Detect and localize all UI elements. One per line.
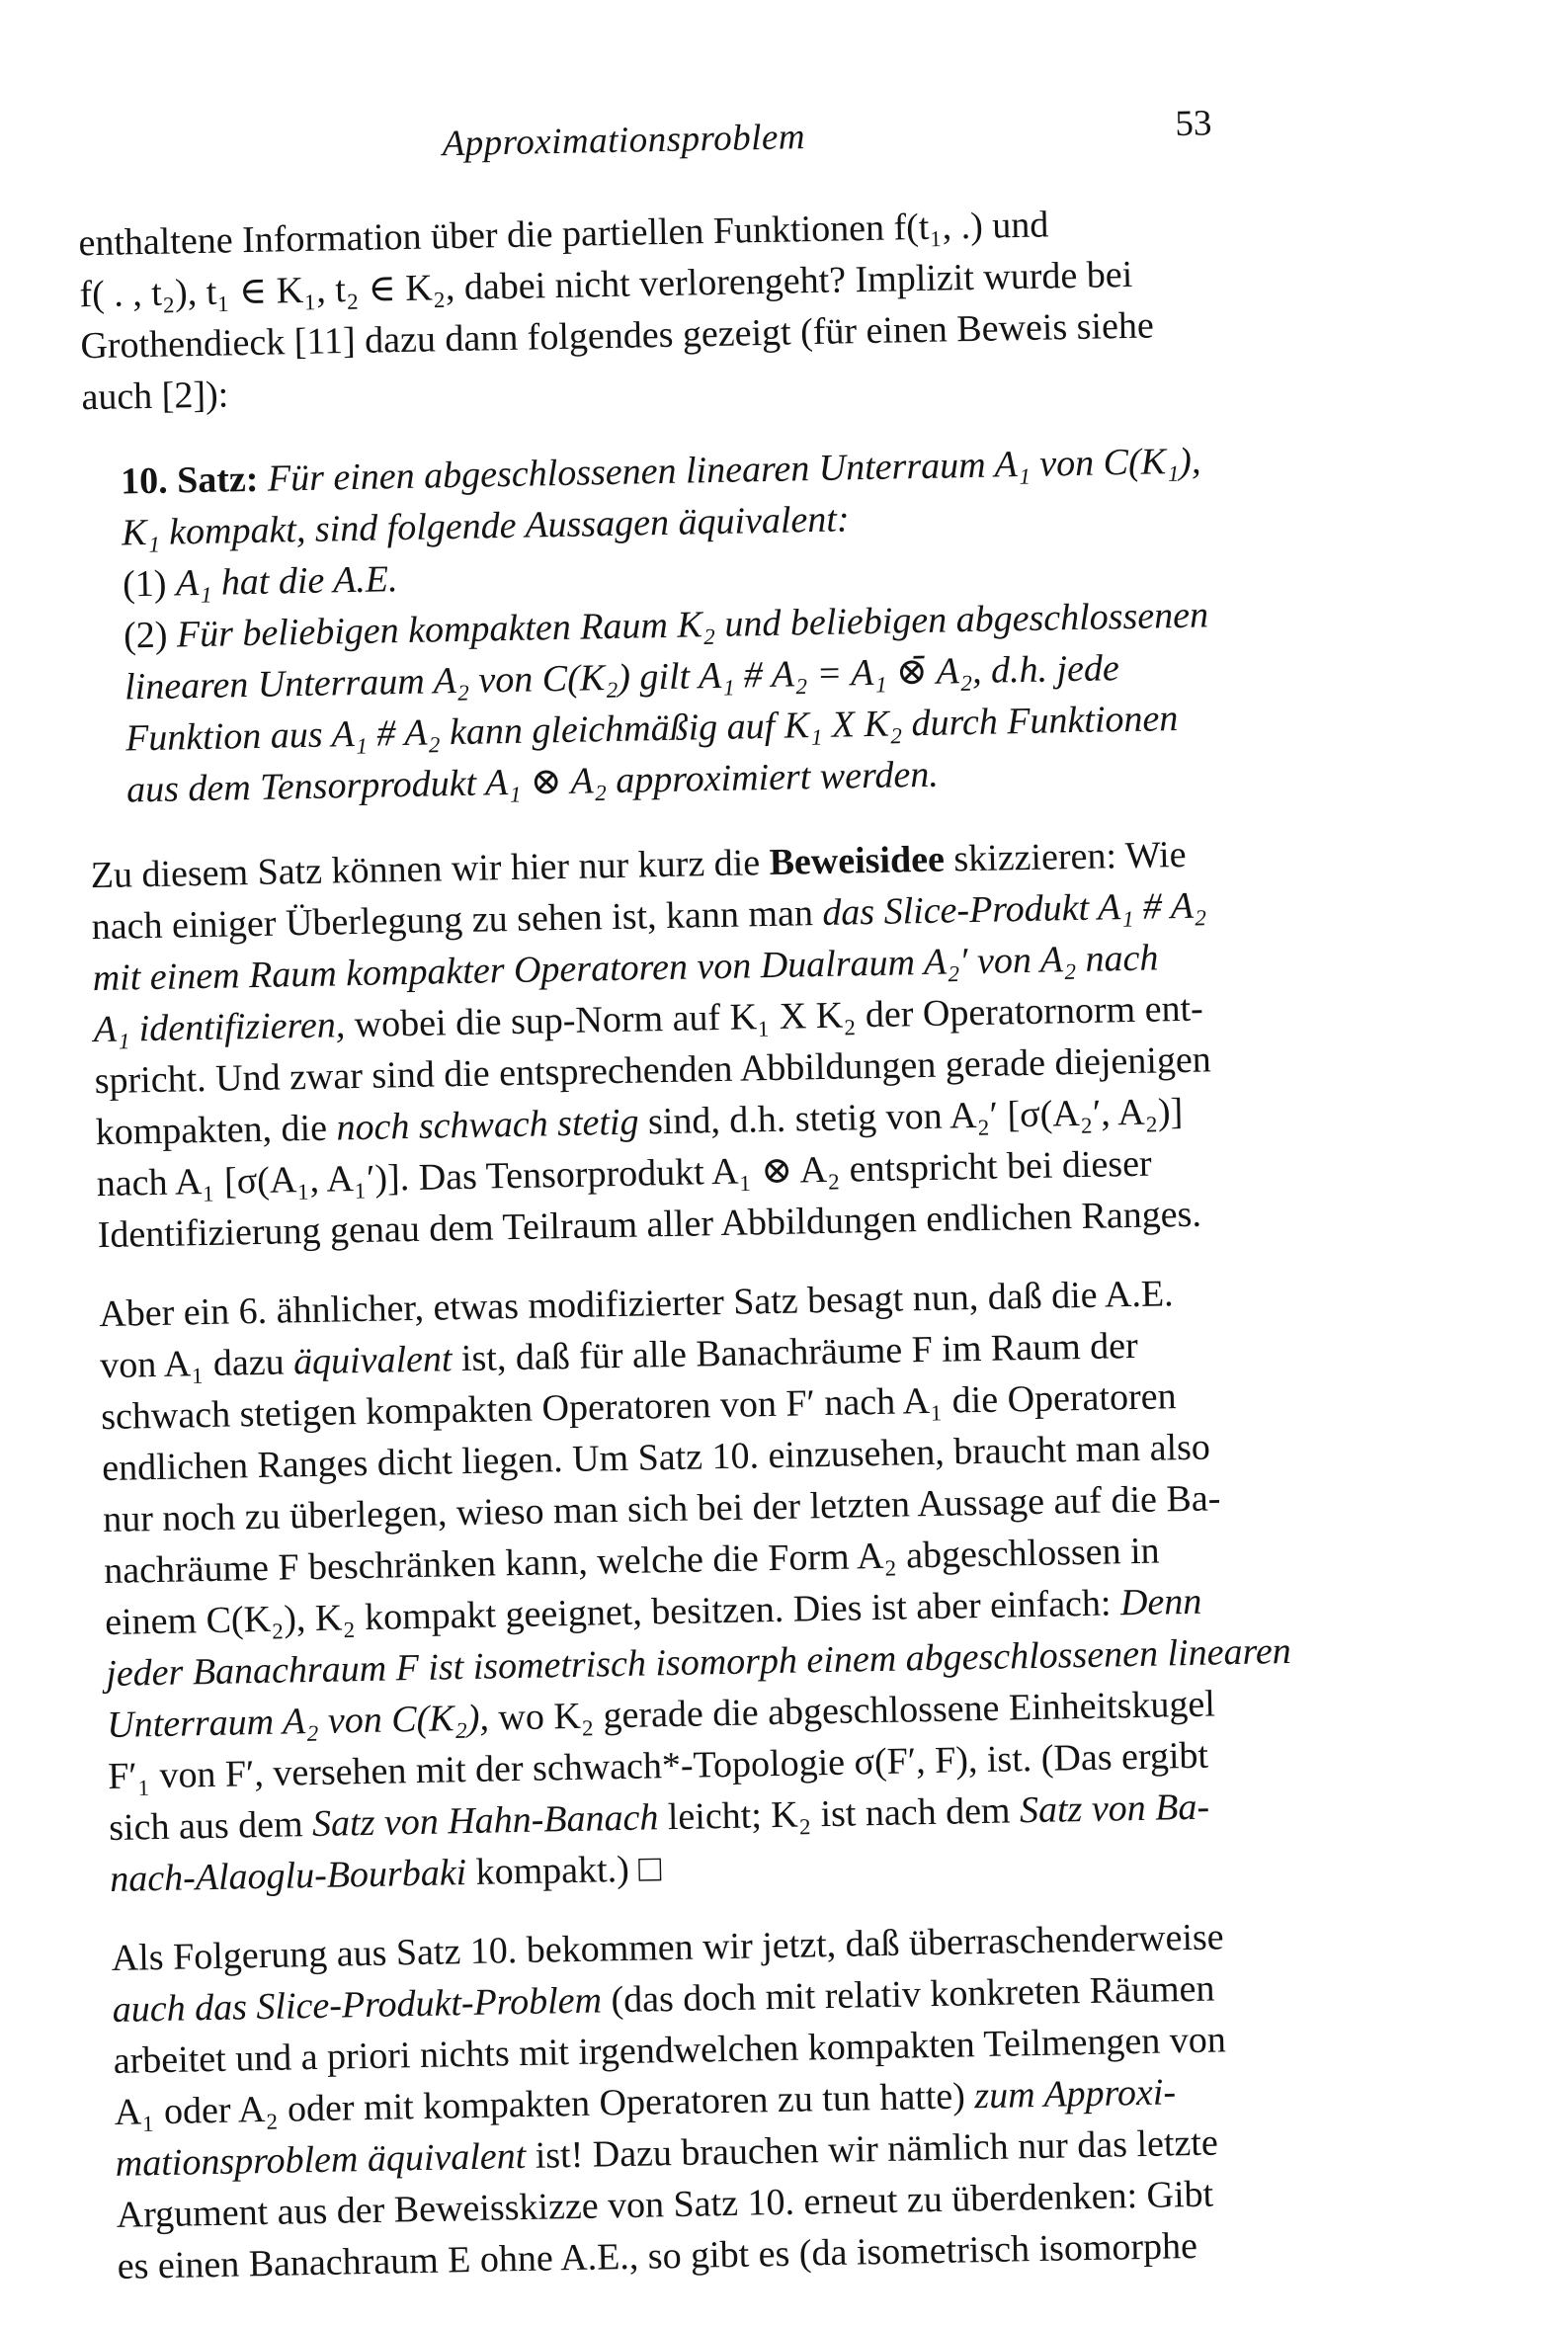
theorem-item-2-number: (2) [123, 614, 168, 657]
theorem-item-1-number: (1) [122, 562, 167, 606]
para3-text: ist! Dazu brauchen wir nämlich nur das letzte [525, 2121, 1219, 2177]
para2-line-3: schwach stetigen kompakten Operatoren von F′ nach A₁ die Operatoren [100, 1375, 1177, 1439]
para1-line-7: nach A₁ [σ(A₁, A₁′)]. Das Tensorprodukt A₁ ⊗ A₂ entspricht bei dieser [96, 1142, 1153, 1205]
end-of-proof-text: kompakt.) □ [465, 1848, 662, 1894]
para2-text: wo K₂ gerade die abgeschlossene Einheitskugel [488, 1683, 1216, 1739]
para1-line-8: Identifizierung genau dem Teilraum aller Abbildungen endlichen Ranges. [97, 1193, 1202, 1257]
para2-line-6: nachräume F beschränken kann, welche die Form A₂ abgeschlossen in [103, 1530, 1160, 1593]
para3-text: (das doch mit relativ konkreten Räumen [601, 1967, 1215, 2022]
para2-line-1: Aber ein 6. ähnlicher, etwas modifizierter Satz besagt nun, daß die A.E. [98, 1273, 1174, 1336]
theorem-line-6: Funktion aus A₁ # A₂ kann gleichmäßig auf K₁ X K₂ durch Funktionen [124, 698, 1179, 760]
para1-emphasis: das Slice-Produkt A₁ # A₂ [821, 884, 1207, 934]
intro-line-1: enthaltene Information über die partiellen Funktionen f(t₁, .) und [78, 204, 1049, 265]
proof-idea-term: Beweisidee [769, 838, 946, 883]
para1-text: skizzieren: Wie [944, 833, 1187, 880]
para3-line-6: Argument aus der Beweisskizze von Satz 10. erneut zu überdenken: Gibt [116, 2173, 1214, 2236]
para1-text: nach einiger Überlegung zu sehen ist, kann man [91, 891, 823, 949]
para2-text: leicht; K₂ ist nach dem [657, 1789, 1021, 1839]
para1-text: kompakten, die [95, 1107, 337, 1154]
theorem-item-2: Für beliebigen kompakten Raum K₂ und beliebigen abgeschlossenen [176, 594, 1209, 656]
para3-line-1: Als Folgerung aus Satz 10. bekommen wir jetzt, daß überraschenderweise [111, 1916, 1224, 1979]
para2-text: sich aus dem [108, 1803, 313, 1849]
para1-text: Zu diesem Satz können wir hier nur kurz die [90, 841, 771, 897]
para3-emphasis: mationsproblem äquivalent [115, 2134, 527, 2185]
para2-text: einem C(K₂), K₂ kompakt geeignet, besitzen. Dies ist aber einfach: [104, 1582, 1121, 1644]
para2-line-10: F′₁ von F′, versehen mit der schwach*-Topologie σ(F′, F), ist. (Das ergibt [107, 1734, 1209, 1798]
para2-emphasis: Satz von Ba- [1019, 1785, 1210, 1832]
para1-emphasis: A₁ identifizieren, [93, 1004, 346, 1051]
intro-line-2: f( . , t₂), t₁ ∈ K₁, t₂ ∈ K₂, dabei nicht verlorengeht? Implizit wurde bei [79, 253, 1133, 316]
para2-emphasis: nach-Alaoglu-Bourbaki [109, 1852, 467, 1900]
para1-line-3: mit einem Raum kompakter Operatoren von Dualraum A₂′ von A₂ nach [92, 937, 1159, 1000]
intro-line-3: Grothendieck [11] dazu dann folgendes gezeigt (für einen Beweis siehe [80, 304, 1155, 368]
page-number: 53 [1174, 103, 1212, 144]
theorem-item-1: A₁ hat die A.E. [175, 558, 398, 605]
para2-emphasis: äquivalent [292, 1338, 453, 1383]
para3-line-3: arbeitet und a priori nichts mit irgendwelchen kompakten Teilmengen von [113, 2019, 1227, 2082]
para1-line-5: spricht. Und zwar sind die entsprechenden Abbildungen gerade diejenigen [94, 1038, 1212, 1103]
para2-line-12 [110, 1846, 662, 1902]
theorem-line-2: K₁ kompakt, sind folgende Aussagen äquivalent: [121, 498, 850, 554]
para3-emphasis: zum Approxi- [973, 2071, 1177, 2117]
para1-emphasis: noch schwach stetig [336, 1101, 639, 1149]
theorem-statement: Für einen abgeschlossenen linearen Unterraum A₁ von C(K₁), [267, 440, 1201, 500]
theorem-line-7: aus dem Tensorprodukt A₁ ⊗ A₂ approximiert werden. [125, 753, 940, 811]
para1-text: sind, d.h. stetig von A₂′ [σ(A₂′, A₂)] [638, 1090, 1184, 1143]
para2-text: ist, daß für alle Banachräume F im Raum der [452, 1324, 1139, 1380]
para2-line-4: endlichen Ranges dicht liegen. Um Satz 10. einzusehen, braucht man also [101, 1426, 1211, 1490]
para3-text: A₁ oder A₂ oder mit kompakten Operatoren zu tun hatte) [114, 2075, 975, 2133]
intro-line-4: auch [2]): [81, 374, 229, 419]
para2-emphasis: Denn [1119, 1580, 1202, 1624]
running-head: Approximationsproblem [442, 117, 806, 165]
para3-emphasis: auch das Slice-Produkt-Problem [112, 1979, 603, 2031]
theorem-line-5: linearen Unterraum A₂ von C(K₂) gilt A₁ # A₂ = A₁ ⊗̄ A₂, d.h. jede [124, 647, 1120, 708]
theorem-label: 10. Satz: [120, 457, 259, 503]
para1-text: wobei die sup-Norm auf K₁ X K₂ der Operatornorm ent- [344, 987, 1204, 1046]
para2-emphasis: Unterraum A₂ von C(K₂), [106, 1697, 490, 1747]
para2-line-5: nur noch zu überlegen, wieso man sich bei der letzten Aussage auf die Ba- [102, 1477, 1221, 1541]
para2-emphasis: Satz von Hahn-Banach [311, 1796, 659, 1846]
para3-line-7: es einen Banachraum E ohne A.E., so gibt es (da isometrisch isomorphe [117, 2224, 1198, 2287]
theorem-line-1 [121, 439, 1201, 505]
para2-line-8: jeder Banachraum F ist isometrisch isomorph einem abgeschlossenen linearen [105, 1629, 1292, 1696]
theorem-line-3 [123, 556, 398, 607]
para2-text: von A₁ dazu [99, 1341, 294, 1387]
